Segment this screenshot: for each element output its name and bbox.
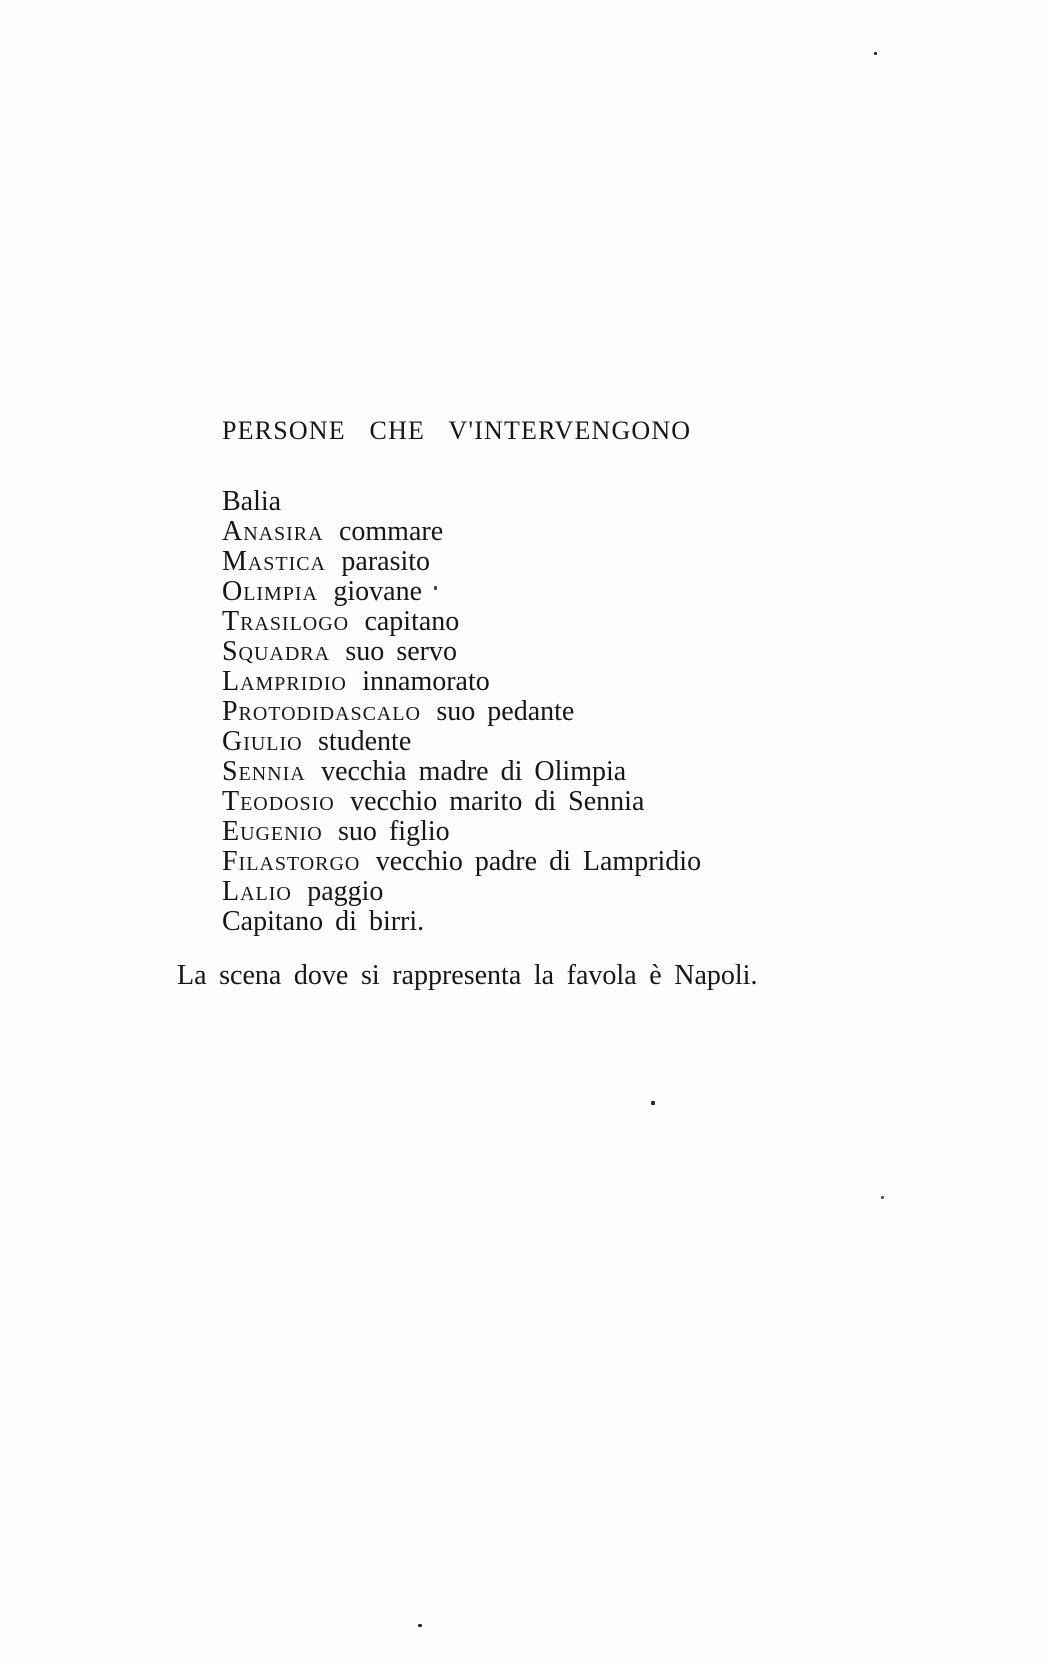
- character-role: giovane: [333, 576, 423, 607]
- character-name: Teodosio: [222, 786, 335, 817]
- ink-speck: [651, 1101, 655, 1105]
- character-name: Olimpia: [222, 576, 318, 607]
- character-entry: [222, 757, 701, 787]
- character-entry: [222, 697, 701, 727]
- character-entry: [222, 787, 701, 817]
- character-entry: [222, 817, 701, 847]
- character-entry: [222, 547, 701, 577]
- character-name: Sennia: [222, 756, 306, 787]
- character-entry: [222, 907, 701, 937]
- character-role: vecchia madre di Olimpia: [321, 756, 627, 787]
- character-role: suo figlio: [338, 816, 450, 847]
- character-name: Eugenio: [222, 816, 323, 847]
- character-name: Squadra: [222, 636, 330, 667]
- character-role: suo servo: [345, 636, 457, 667]
- character-entry: [222, 487, 701, 517]
- character-entry: [222, 517, 701, 547]
- character-list: [222, 487, 701, 937]
- character-role: vecchio marito di Sennia: [350, 786, 645, 817]
- ink-speck: [434, 586, 437, 590]
- character-role: vecchio padre di Lampridio: [375, 846, 702, 877]
- character-role: commare: [338, 516, 444, 547]
- character-entry: [222, 577, 701, 607]
- character-name: Protodidascalo: [222, 696, 421, 727]
- character-name: Balia: [222, 486, 282, 517]
- character-entry: [222, 667, 701, 697]
- character-entry: [222, 637, 701, 667]
- character-role: innamorato: [362, 666, 490, 697]
- page-title: PERSONE CHE V'INTERVENGONO: [222, 416, 692, 445]
- character-entry: [222, 607, 701, 637]
- character-entry: [222, 877, 701, 907]
- character-name: Lampridio: [222, 666, 347, 697]
- character-name: Giulio: [222, 726, 303, 757]
- character-role: studente: [317, 726, 412, 757]
- character-role: suo pedante: [436, 696, 575, 727]
- character-name: Mastica: [222, 546, 326, 577]
- character-role: capitano: [364, 606, 460, 637]
- character-entry: [222, 727, 701, 757]
- character-name: Lalio: [222, 876, 292, 907]
- character-name: Filastorgo: [222, 846, 361, 877]
- scene-note: La scena dove si rappresenta la favola è Napoli.: [177, 960, 758, 991]
- character-entry: [222, 847, 701, 877]
- ink-speck: [874, 52, 877, 55]
- character-name: Anasira: [222, 516, 324, 547]
- ink-speck: [418, 1624, 422, 1627]
- character-role: parasito: [341, 546, 431, 577]
- character-name: Trasilogo: [222, 606, 350, 637]
- character-role: paggio: [307, 876, 384, 907]
- ink-speck: [881, 1196, 884, 1199]
- character-name: Capitano di birri.: [222, 906, 425, 937]
